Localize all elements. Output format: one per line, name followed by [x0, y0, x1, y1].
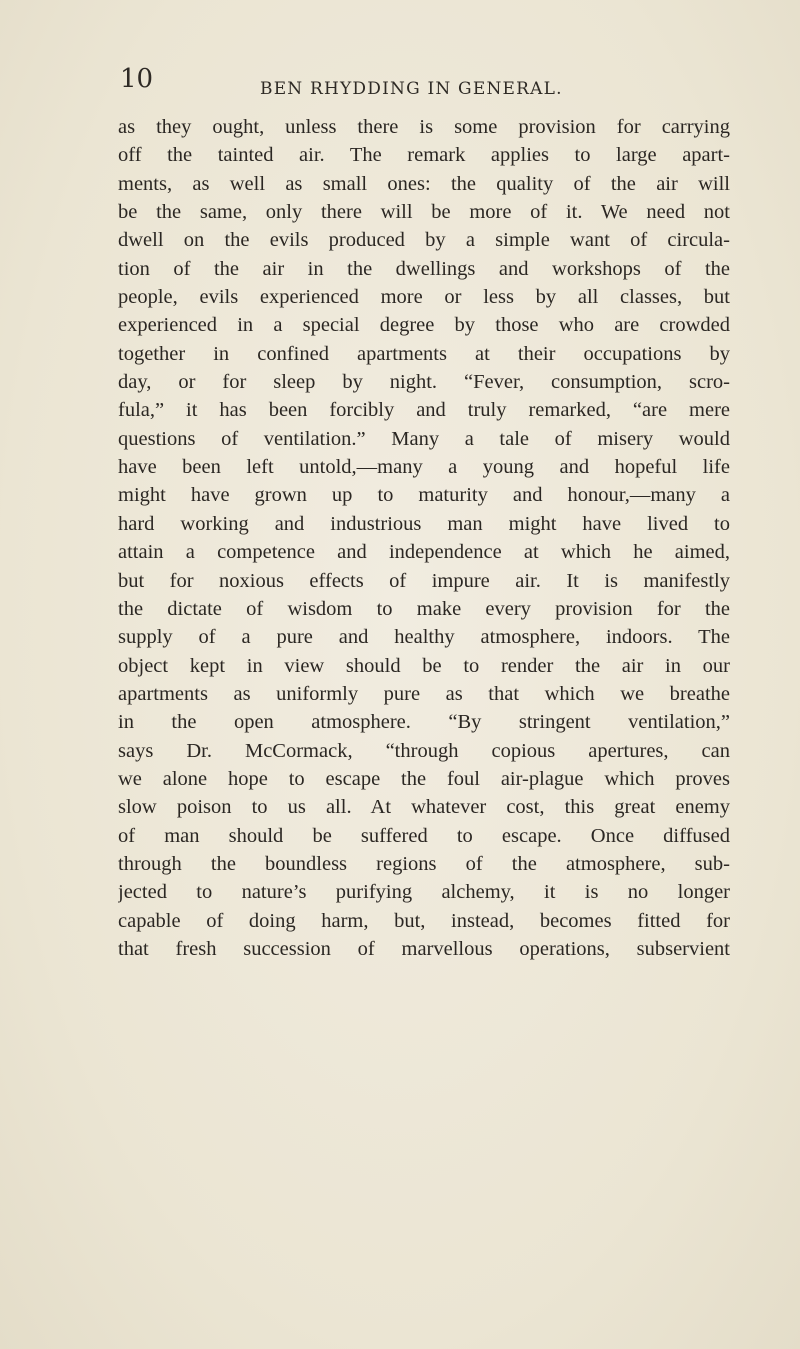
- text-line: off the tainted air. The remark applies to large apart-: [118, 144, 730, 167]
- text-line: jected to nature’s purifying alchemy, it is no longer: [118, 881, 730, 904]
- text-line: supply of a pure and healthy atmosphere, indoors. The: [118, 626, 730, 649]
- text-line: of man should be suffered to escape. Once diffused: [118, 824, 730, 847]
- text-line: apartments as uniformly pure as that which we breathe: [118, 682, 730, 705]
- running-head-title: BEN RHYDDING IN GENERAL.: [260, 79, 563, 99]
- text-line: have been left untold,—many a young and hopeful life: [118, 456, 730, 479]
- text-line: object kept in view should be to render the air in our: [118, 654, 730, 677]
- text-line: that fresh succession of marvellous operations, subservient: [118, 937, 730, 960]
- page-number: 10: [120, 64, 154, 94]
- body-text: [118, 113, 730, 963]
- text-line: experienced in a special degree by those who are crowded: [118, 314, 730, 337]
- text-line: might have grown up to maturity and honour,—many a: [118, 484, 730, 507]
- text-line: the dictate of wisdom to make every provision for the: [118, 597, 730, 620]
- text-line: fula,” it has been forcibly and truly remarked, “are mere: [118, 399, 730, 422]
- running-head: [110, 64, 730, 104]
- text-line: as they ought, unless there is some provision for carrying: [118, 116, 730, 138]
- text-line: we alone hope to escape the foul air-plague which proves: [118, 767, 730, 790]
- text-line: in the open atmosphere. “By stringent ventilation,”: [118, 711, 730, 734]
- text-line: day, or for sleep by night. “Fever, consumption, scro-: [118, 371, 730, 394]
- text-line: hard working and industrious man might have lived to: [118, 512, 730, 535]
- text-line: questions of ventilation.” Many a tale of misery would: [118, 427, 730, 450]
- text-line: be the same, only there will be more of it. We need not: [118, 201, 730, 224]
- text-line: through the boundless regions of the atmosphere, sub-: [118, 852, 730, 875]
- text-line: ments, as well as small ones: the quality of the air will: [118, 172, 730, 195]
- text-line: people, evils experienced more or less by all classes, but: [118, 286, 730, 309]
- text-line: tion of the air in the dwellings and workshops of the: [118, 257, 730, 280]
- text-line: capable of doing harm, but, instead, becomes fitted for: [118, 909, 730, 932]
- text-line: attain a competence and independence at which he aimed,: [118, 541, 730, 564]
- text-line: together in confined apartments at their occupations by: [118, 342, 730, 365]
- text-line: dwell on the evils produced by a simple want of circula-: [118, 229, 730, 252]
- text-line: says Dr. McCormack, “through copious apertures, can: [118, 739, 730, 762]
- text-line: slow poison to us all. At whatever cost, this great enemy: [118, 796, 730, 819]
- text-line: but for noxious effects of impure air. It is manifestly: [118, 569, 730, 592]
